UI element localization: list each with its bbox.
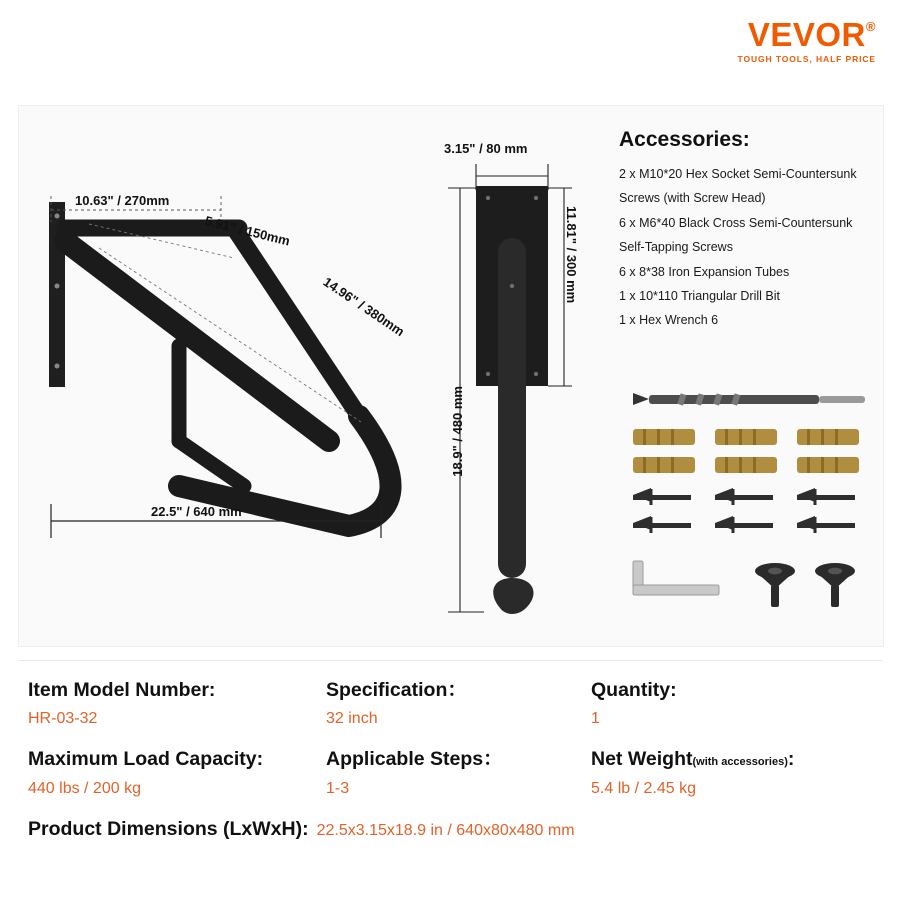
front-view-drawing: [444, 141, 594, 646]
spec-row: [28, 817, 874, 841]
accessories-artwork: [619, 371, 879, 631]
accessory-item: Self-Tapping Screws: [619, 240, 733, 255]
specifications-table: [28, 678, 874, 859]
self-tapping-screws-icon: [633, 488, 855, 533]
spec-maximum-load-capacity: [28, 747, 326, 798]
brand-tagline: TOUGH TOOLS, HALF PRICE: [737, 54, 876, 64]
spec-value: 440 lbs / 200 kg: [28, 779, 141, 797]
spec-label: Specification：: [326, 679, 467, 701]
accessory-item: 1 x 10*110 Triangular Drill Bit: [619, 288, 780, 303]
spec-label: [591, 747, 861, 771]
accessories-title: Accessories:: [619, 128, 750, 151]
accessories-artwork-svg: [619, 371, 879, 631]
spec-value: 32 inch: [326, 710, 378, 728]
spec-product-dimensions: [28, 817, 575, 841]
spec-label: Applicable Steps：: [326, 748, 503, 771]
section-divider: [18, 660, 882, 661]
spec-label: Item Model Number:: [28, 679, 216, 701]
brand-logo: [738, 18, 876, 51]
side-view-svg: [29, 186, 449, 646]
spec-row: [28, 678, 874, 729]
spec-label: Product Dimensions (LxWxH):: [28, 817, 309, 840]
hex-wrench-icon: [633, 561, 719, 595]
dim-main-diagonal: 14.96" / 380mm: [320, 274, 408, 340]
spec-label-sub: (with accessories): [692, 756, 788, 769]
registered-trademark-icon: ®: [865, 19, 876, 34]
accessories-list: [619, 128, 874, 333]
spec-value: 1-3: [326, 779, 350, 797]
spec-value: 1: [591, 710, 600, 728]
dim-upper-diagonal: 5.91" / 150mm: [203, 213, 292, 249]
accessory-item: 1 x Hex Wrench 6: [619, 313, 719, 328]
dim-plate-height: 11.81" / 300 mm: [564, 206, 579, 304]
spec-label-end: :: [787, 748, 795, 771]
expansion-tubes-icon: [633, 429, 859, 473]
side-view-drawing: [29, 186, 449, 646]
accessory-item: 2 x M10*20 Hex Socket Semi-Countersunk: [619, 167, 857, 181]
spec-value: 22.5x3.15x18.9 in / 640x80x480 mm: [316, 821, 575, 839]
spec-label: Quantity:: [591, 679, 677, 701]
accessory-item: 6 x M6*40 Black Cross Semi-Countersunk: [619, 215, 853, 230]
dim-bottom-width: 22.5" / 640 mm: [151, 504, 242, 519]
spec-net-weight: [591, 747, 861, 798]
brand-logo-text: VEVOR: [747, 16, 866, 53]
hex-socket-screws-icon: [755, 563, 855, 607]
spec-value: 5.4 lb / 2.45 kg: [591, 779, 696, 797]
product-diagram-panel: [18, 105, 884, 647]
dim-top-left: 10.63" / 270mm: [75, 193, 170, 208]
spec-value: HR-03-32: [28, 710, 98, 728]
dim-plate-width: 3.15" / 80 mm: [444, 141, 528, 156]
spec-item-model-number: [28, 678, 326, 729]
spec-quantity: [591, 678, 861, 729]
spec-applicable-steps: [326, 747, 591, 798]
brand-header: [738, 18, 876, 64]
spec-row: [28, 747, 874, 798]
accessory-item: Screws (with Screw Head): [619, 191, 766, 206]
drill-bit-icon: [633, 393, 865, 406]
spec-label-main: Net Weight: [591, 748, 693, 771]
dim-overall-height: 18.9" / 480 mm: [450, 386, 465, 477]
spec-specification: [326, 678, 591, 729]
accessory-item: 6 x 8*38 Iron Expansion Tubes: [619, 264, 790, 279]
spec-label: Maximum Load Capacity:: [28, 748, 264, 771]
front-view-svg: [444, 146, 604, 646]
